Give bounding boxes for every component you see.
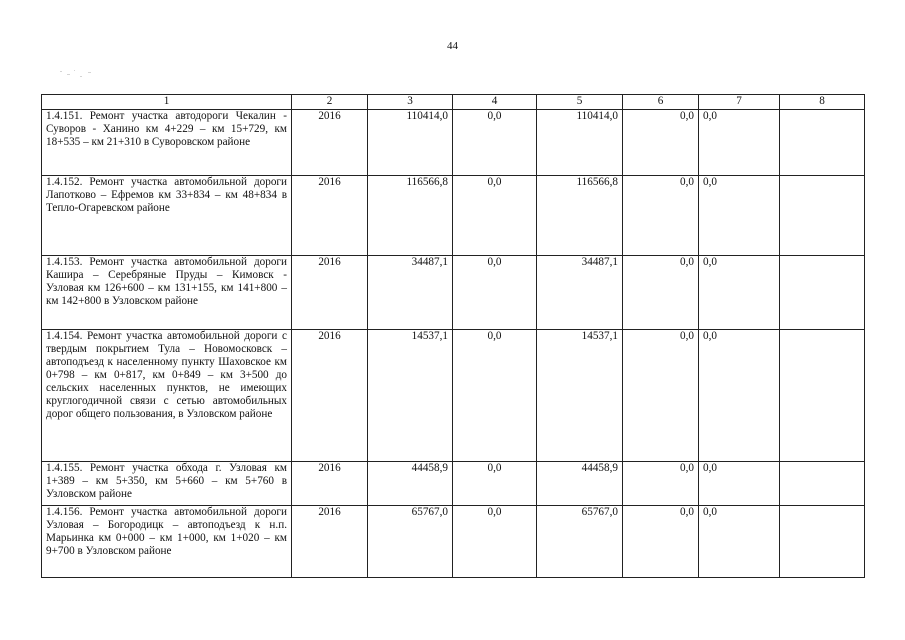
row-name: 1.4.156. Ремонт участка автомобильной дороги Узловая – Богородицк – автоподъезд к н.п. Марьинка км 0+000 – км 1+000, км 1+020 – км 9+700 в Узловском районе [42, 506, 292, 578]
row-col7: 0,0 [699, 110, 780, 176]
row-year: 2016 [292, 256, 368, 330]
header-cell-8: 8 [780, 95, 865, 110]
row-col6: 0,0 [623, 256, 699, 330]
row-name: 1.4.155. Ремонт участка обхода г. Узловая км 1+389 – км 5+350, км 5+660 – км 5+760 в Узловском районе [42, 462, 292, 506]
header-cell-4: 4 [453, 95, 537, 110]
header-cell-2: 2 [292, 95, 368, 110]
row-col3: 14537,1 [368, 330, 453, 462]
row-year: 2016 [292, 462, 368, 506]
row-col6: 0,0 [623, 110, 699, 176]
row-year: 2016 [292, 506, 368, 578]
header-row [42, 95, 865, 110]
row-col5: 110414,0 [537, 110, 623, 176]
row-col4: 0,0 [453, 462, 537, 506]
table-row [42, 330, 865, 462]
scan-noise-mark [58, 68, 98, 80]
row-col5: 65767,0 [537, 506, 623, 578]
row-col3: 65767,0 [368, 506, 453, 578]
row-col3: 110414,0 [368, 110, 453, 176]
row-col5: 34487,1 [537, 256, 623, 330]
row-col6: 0,0 [623, 176, 699, 256]
table-row [42, 110, 865, 176]
row-year: 2016 [292, 176, 368, 256]
row-col7: 0,0 [699, 462, 780, 506]
row-col8 [780, 330, 865, 462]
row-year: 2016 [292, 110, 368, 176]
row-col8 [780, 110, 865, 176]
row-col8 [780, 256, 865, 330]
row-name: 1.4.151. Ремонт участка автодороги Чекалин - Суворов - Ханино км 4+229 – км 15+729, км 18+535 – км 21+310 в Суворовском районе [42, 110, 292, 176]
table-row [42, 506, 865, 578]
row-col7: 0,0 [699, 256, 780, 330]
row-col7: 0,0 [699, 506, 780, 578]
row-col4: 0,0 [453, 330, 537, 462]
row-col4: 0,0 [453, 110, 537, 176]
header-cell-7: 7 [699, 95, 780, 110]
table-row [42, 176, 865, 256]
row-col7: 0,0 [699, 176, 780, 256]
row-name: 1.4.153. Ремонт участка автомобильной дороги Кашира – Серебряные Пруды – Кимовск - Узловая км 126+600 – км 131+155, км 141+800 – км 142+800 в Узловском районе [42, 256, 292, 330]
row-col5: 116566,8 [537, 176, 623, 256]
budget-table [41, 94, 865, 578]
row-col5: 44458,9 [537, 462, 623, 506]
row-col6: 0,0 [623, 330, 699, 462]
row-col3: 116566,8 [368, 176, 453, 256]
row-col4: 0,0 [453, 506, 537, 578]
table-row [42, 256, 865, 330]
header-cell-3: 3 [368, 95, 453, 110]
header-cell-5: 5 [537, 95, 623, 110]
header-cell-6: 6 [623, 95, 699, 110]
table-row [42, 462, 865, 506]
row-col5: 14537,1 [537, 330, 623, 462]
row-col8 [780, 462, 865, 506]
row-col3: 44458,9 [368, 462, 453, 506]
row-name: 1.4.154. Ремонт участка автомобильной дороги с твердым покрытием Тула – Новомосковск – автоподъезд к населенному пункту Шаховское км 0+798 – км 0+817, км 0+849 – км 3+500 до сельских населенных пунктов, не имеющих круглогодичной связи с сетью автомобильных дорог общего пользования, в Узловском районе [42, 330, 292, 462]
row-col7: 0,0 [699, 330, 780, 462]
row-col6: 0,0 [623, 462, 699, 506]
row-col8 [780, 176, 865, 256]
header-cell-1: 1 [42, 95, 292, 110]
row-col4: 0,0 [453, 176, 537, 256]
row-col3: 34487,1 [368, 256, 453, 330]
row-col8 [780, 506, 865, 578]
row-name: 1.4.152. Ремонт участка автомобильной дороги Лапотково – Ефремов км 33+834 – км 48+834 в Тепло-Огаревском районе [42, 176, 292, 256]
page-number: 44 [447, 40, 458, 52]
row-col6: 0,0 [623, 506, 699, 578]
row-col4: 0,0 [453, 256, 537, 330]
row-year: 2016 [292, 330, 368, 462]
